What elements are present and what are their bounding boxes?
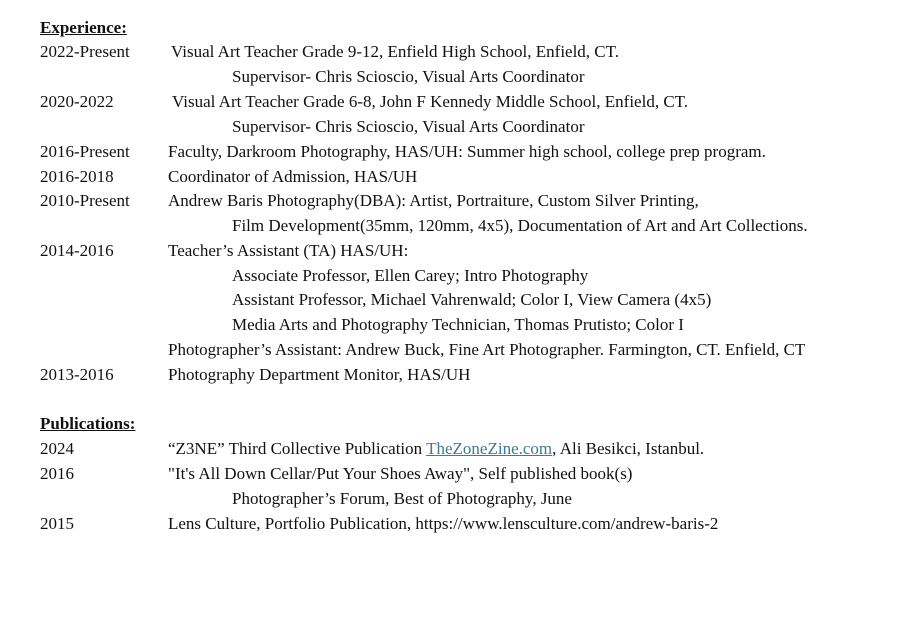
experience-subline: Associate Professor, Ellen Carey; Intro Photography [232,266,589,285]
experience-date: 2016-2018 [40,167,114,186]
publication-text: “Z3NE” Third Collective Publication [168,439,427,458]
experience-date: 2016-Present [40,142,130,161]
publication-entry [168,439,704,459]
experience-date: 2014-2016 [40,241,114,260]
experience-entry: Teacher’s Assistant (TA) HAS/UH: [168,241,409,260]
experience-date: 2022-Present [40,42,130,61]
experience-subline: Assistant Professor, Michael Vahrenwald; Color I, View Camera (4x5) [232,290,712,309]
experience-entry: Photography Department Monitor, HAS/UH [168,365,471,384]
experience-subline: Supervisor- Chris Scioscio, Visual Arts Coordinator [232,67,585,86]
publication-entry: Lens Culture, Portfolio Publication, https://www.lensculture.com/andrew-baris-2 [168,514,719,533]
publication-date: 2015 [40,514,74,533]
publication-text: , Ali Besikci, Istanbul. [552,439,705,458]
publications-heading: Publications: [40,414,136,433]
experience-entry: Andrew Baris Photography(DBA): Artist, Portraiture, Custom Silver Printing, [168,191,699,210]
experience-entry: Coordinator of Admission, HAS/UH [168,167,418,186]
experience-date: 2020-2022 [40,92,114,111]
publication-date: 2024 [40,439,74,458]
experience-heading: Experience: [40,18,127,37]
experience-entry: Faculty, Darkroom Photography, HAS/UH: Summer high school, college prep program. [168,142,766,161]
experience-entry: Photographer’s Assistant: Andrew Buck, Fine Art Photographer. Farmington, CT. Enfield, CT [168,340,806,359]
publication-date: 2016 [40,464,74,483]
experience-entry: Visual Art Teacher Grade 9-12, Enfield High School, Enfield, CT. [171,42,620,61]
experience-subline: Media Arts and Photography Technician, Thomas Prutisto; Color I [232,315,684,334]
publication-entry: "It's All Down Cellar/Put Your Shoes Away", Self published book(s) [168,464,633,483]
experience-subline: Supervisor- Chris Scioscio, Visual Arts Coordinator [232,117,585,136]
experience-entry: Visual Art Teacher Grade 6-8, John F Kennedy Middle School, Enfield, CT. [172,92,689,111]
experience-date: 2010-Present [40,191,130,210]
zine-link[interactable]: TheZoneZine.com [426,439,553,458]
experience-subline: Film Development(35mm, 120mm, 4x5), Documentation of Art and Art Collections. [232,216,808,235]
publication-subline: Photographer’s Forum, Best of Photography, June [232,489,572,508]
experience-date: 2013-2016 [40,365,114,384]
